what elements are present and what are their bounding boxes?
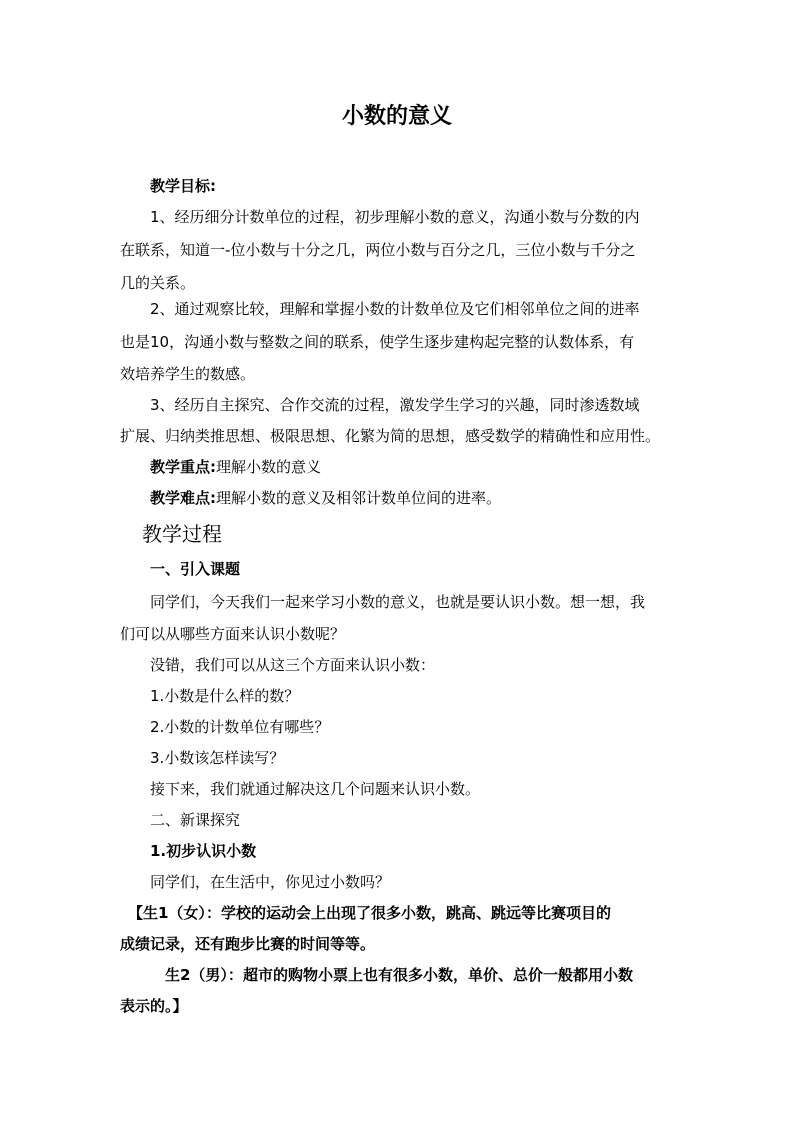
objective-2-line-2: 也是10，沟通小数与整数之间的联系，使学生逐步建构起完整的认数体系，有 [120, 333, 635, 351]
answer-2-line-2: 表示的。】 [120, 997, 188, 1015]
difficulty [150, 488, 501, 508]
answer-1-line-1: 【生1（女）：学校的运动会上出现了很多小数，跳高、跳远等比赛项目的 [128, 904, 611, 922]
objective-3-line-1: 3、经历自主探究、合作交流的过程，激发学生学习的兴趣，同时渗透数域 [150, 396, 640, 414]
process-heading: 教学过程 [142, 522, 222, 546]
section-1-heading: 一、引入课题 [150, 560, 241, 578]
section-1-para-3: 接下来，我们就通过解决这几个问题来认识小数。 [150, 780, 481, 798]
key-point [150, 457, 321, 477]
objective-1-line-1: 1、经历细分计数单位的过程，初步理解小数的意义，沟通小数与分数的内 [150, 208, 640, 226]
question-3: 3.小数该怎样读写？ [150, 749, 285, 767]
objective-1-line-2: 在联系，知道一-位小数与十分之几，两位小数与百分之几，三位小数与千分之 [120, 241, 636, 259]
section-1-para-1-line-2: 们可以从哪些方面来认识小数呢？ [120, 625, 346, 643]
question-1: 1.小数是什么样的数？ [150, 687, 300, 705]
objectives-label: 教学目标: [150, 177, 216, 195]
answer-1-line-2: 成绩记录，还有跑步比赛的时间等等。 [120, 935, 376, 953]
subsection-1-heading: 1.初步认识小数 [150, 842, 257, 860]
objective-3-line-2: 扩展、归纳类推思想、极限思想、化繁为简的思想，感受数学的精确性和应用性。 [120, 427, 661, 445]
difficulty-label: 教学难点: [150, 489, 216, 507]
difficulty-text: 理解小数的意义及相邻计数单位间的进率。 [216, 489, 502, 507]
key-point-text: 理解小数的意义 [216, 458, 322, 476]
document-title: 小数的意义 [341, 104, 452, 129]
key-point-label: 教学重点: [150, 458, 216, 476]
subsection-1-question: 同学们，在生活中，你见过小数吗？ [150, 873, 391, 891]
answer-2-line-1: 生2（男）：超市的购物小票上也有很多小数，单价、总价一般都用小数 [165, 966, 633, 984]
section-1-para-2: 没错，我们可以从这三个方面来认识小数： [150, 656, 436, 674]
objective-1-line-3: 几的关系。 [120, 274, 196, 292]
objective-2-line-1: 2、通过观察比较，理解和掌握小数的计数单位及它们相邻单位之间的进率 [150, 300, 640, 318]
question-2: 2.小数的计数单位有哪些？ [150, 718, 330, 736]
objective-2-line-3: 效培养学生的数感。 [120, 365, 256, 383]
section-2-heading: 二、新课探究 [150, 811, 241, 829]
section-1-para-1-line-1: 同学们，今天我们一起来学习小数的意义，也就是要认识小数。想一想，我 [150, 593, 646, 611]
